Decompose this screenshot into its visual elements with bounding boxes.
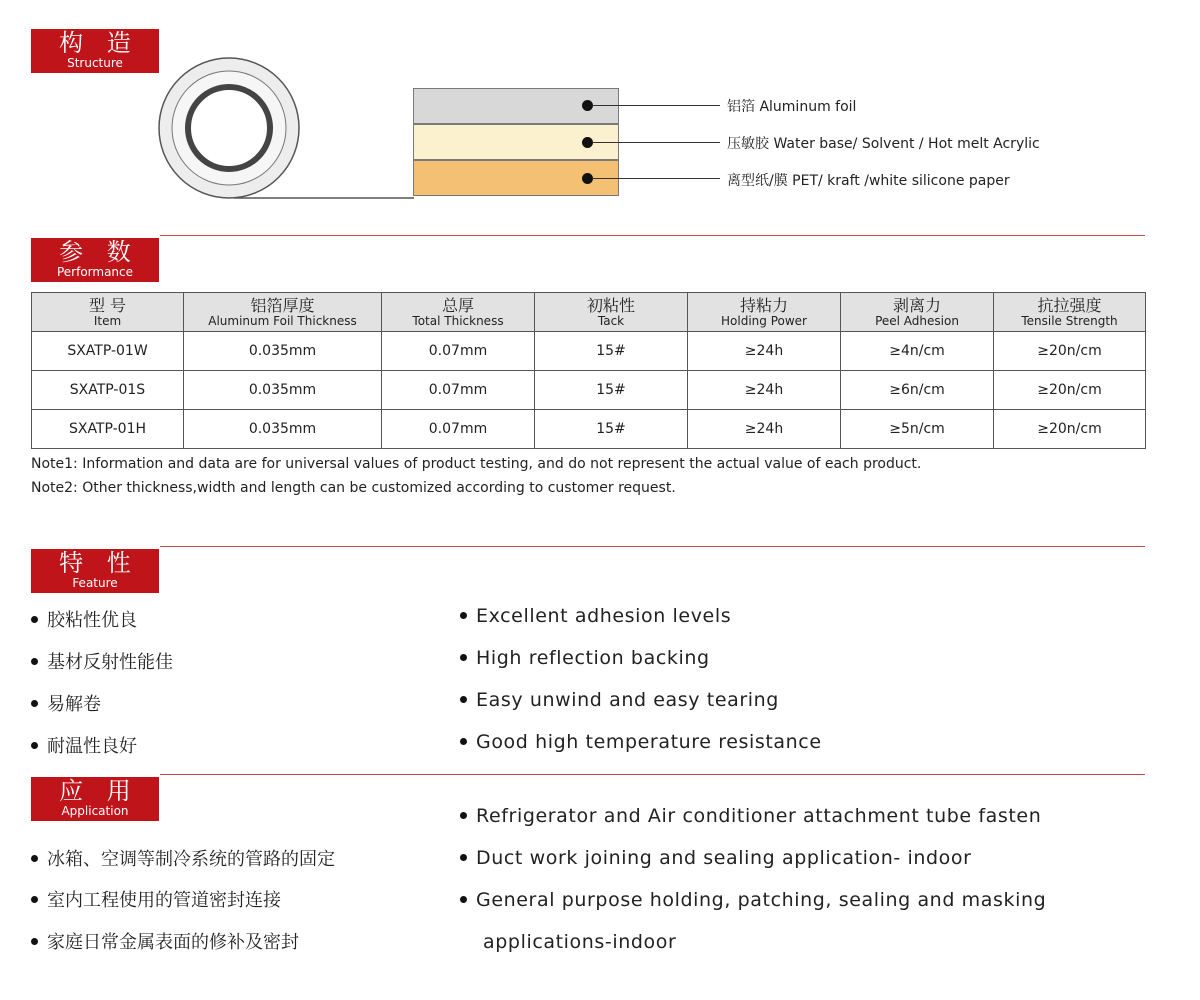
section-badge-application [31,777,159,821]
bullet-icon [460,612,467,619]
section-badge-structure [31,29,159,73]
bullet-icon [460,812,467,819]
leader-line [592,105,720,106]
header-en: Aluminum Foil Thickness [208,313,357,328]
leader-line [592,142,720,143]
section-title-zh: 参 数 [59,238,139,266]
bullet-icon [31,855,38,862]
feature-item-zh [31,732,137,758]
note-2: Note2: Other thickness,width and length can be customized according to customer request. [31,480,676,496]
feature-text: 基材反射性能佳 [47,652,173,673]
layer-label-aluminum: 铝箔 Aluminum foil [727,99,857,115]
application-text: 冰箱、空调等制冷系统的管路的固定 [47,849,335,870]
section-divider [160,774,1145,775]
bullet-icon [31,700,38,707]
header-en: Holding Power [721,313,807,328]
bullet-icon [31,616,38,623]
table-cell: ≥5n/cm [841,410,994,449]
bullet-icon [460,854,467,861]
section-title-en: Application [61,804,129,818]
leader-line [592,178,720,179]
table-cell: 0.07mm [382,371,535,410]
section-title-en: Structure [67,56,123,70]
application-text: Duct work joining and sealing application- indoor [476,847,972,869]
section-title-zh: 应 用 [59,777,139,805]
header-holding-power [688,293,841,332]
table-cell: 0.035mm [184,410,382,449]
header-zh: 持粘力 [739,295,788,315]
feature-text: Excellent adhesion levels [476,605,732,627]
header-tensile-strength [994,293,1146,332]
application-item-en [460,889,1046,911]
bullet-icon [460,696,467,703]
bullet-icon [31,896,38,903]
header-en: Total Thickness [412,313,504,328]
bullet-icon [460,738,467,745]
table-cell: 15# [535,410,688,449]
feature-item-en [460,689,779,711]
table-cell: ≥24h [688,371,841,410]
section-badge-feature [31,549,159,593]
application-text: 家庭日常金属表面的修补及密封 [47,932,299,953]
table-row [32,332,1146,371]
tape-roll-diagram [150,55,430,205]
performance-table [31,292,1146,449]
header-zh: 初粘性 [586,295,635,315]
bullet-icon [31,742,38,749]
table-cell: SXATP-01H [32,410,184,449]
feature-item-zh [31,606,137,632]
layer-label-adhesive: 压敏胶 Water base/ Solvent / Hot melt Acrylic [727,136,1040,152]
application-item-en [460,847,972,869]
feature-item-zh [31,690,101,716]
table-cell: 0.07mm [382,332,535,371]
table-cell: ≥4n/cm [841,332,994,371]
application-text: 室内工程使用的管道密封连接 [47,890,281,911]
section-title-zh: 特 性 [59,549,139,577]
bullet-icon [31,938,38,945]
note-1: Note1: Information and data are for universal values of product testing, and do not represent the actual value of each product. [31,456,922,472]
table-cell: SXATP-01W [32,332,184,371]
table-row [32,371,1146,410]
table-cell: 15# [535,332,688,371]
table-cell: 0.07mm [382,410,535,449]
section-divider [160,546,1145,547]
header-tack [535,293,688,332]
feature-text: 易解卷 [47,694,101,715]
feature-text: Easy unwind and easy tearing [476,689,779,711]
feature-item-zh [31,648,173,674]
section-title-en: Performance [56,265,134,279]
header-en: Item [93,313,122,328]
feature-item-en [460,731,822,753]
section-title-en: Feature [72,576,118,590]
table-cell: 15# [535,371,688,410]
application-item-zh [31,928,299,954]
application-item-zh [31,845,335,871]
header-zh: 铝箔厚度 [250,295,315,315]
application-item-en-continued [483,931,676,953]
bullet-icon [460,654,467,661]
feature-item-en [460,647,710,669]
layer-label-liner: 离型纸/膜 PET/ kraft /white silicone paper [727,173,1010,189]
header-zh: 型 号 [88,295,127,315]
header-foil-thickness [184,293,382,332]
table-cell: SXATP-01S [32,371,184,410]
table-cell: ≥20n/cm [994,371,1146,410]
feature-item-en [460,605,731,627]
feature-text: 耐温性良好 [47,736,137,757]
bullet-icon [31,658,38,665]
header-zh: 剥离力 [892,295,941,315]
table-header-row [32,293,1146,332]
table-cell: ≥6n/cm [841,371,994,410]
header-en: Tack [597,313,625,328]
tape-roll-core [188,87,270,169]
application-text: General purpose holding, patching, sealing and masking [476,889,1047,911]
table-cell: ≥24h [688,332,841,371]
section-badge-performance [31,238,159,282]
feature-text: Good high temperature resistance [476,731,822,753]
header-en: Tensile Strength [1021,313,1118,328]
bullet-icon [460,896,467,903]
table-cell: 0.035mm [184,332,382,371]
section-title-zh: 构 造 [59,29,139,57]
header-zh: 抗拉强度 [1037,295,1102,315]
application-text: applications-indoor [483,931,677,953]
header-zh: 总厚 [441,295,474,315]
application-item-en [460,805,1041,827]
table-cell: ≥20n/cm [994,332,1146,371]
feature-text: High reflection backing [476,647,710,669]
header-en: Peel Adhesion [875,313,959,328]
table-cell: ≥20n/cm [994,410,1146,449]
application-item-zh [31,886,281,912]
table-row [32,410,1146,449]
header-peel-adhesion [841,293,994,332]
section-divider [160,235,1145,236]
header-item [32,293,184,332]
table-cell: 0.035mm [184,371,382,410]
table-cell: ≥24h [688,410,841,449]
feature-text: 胶粘性优良 [47,610,137,631]
header-total-thickness [382,293,535,332]
application-text: Refrigerator and Air conditioner attachment tube fasten [476,805,1042,827]
